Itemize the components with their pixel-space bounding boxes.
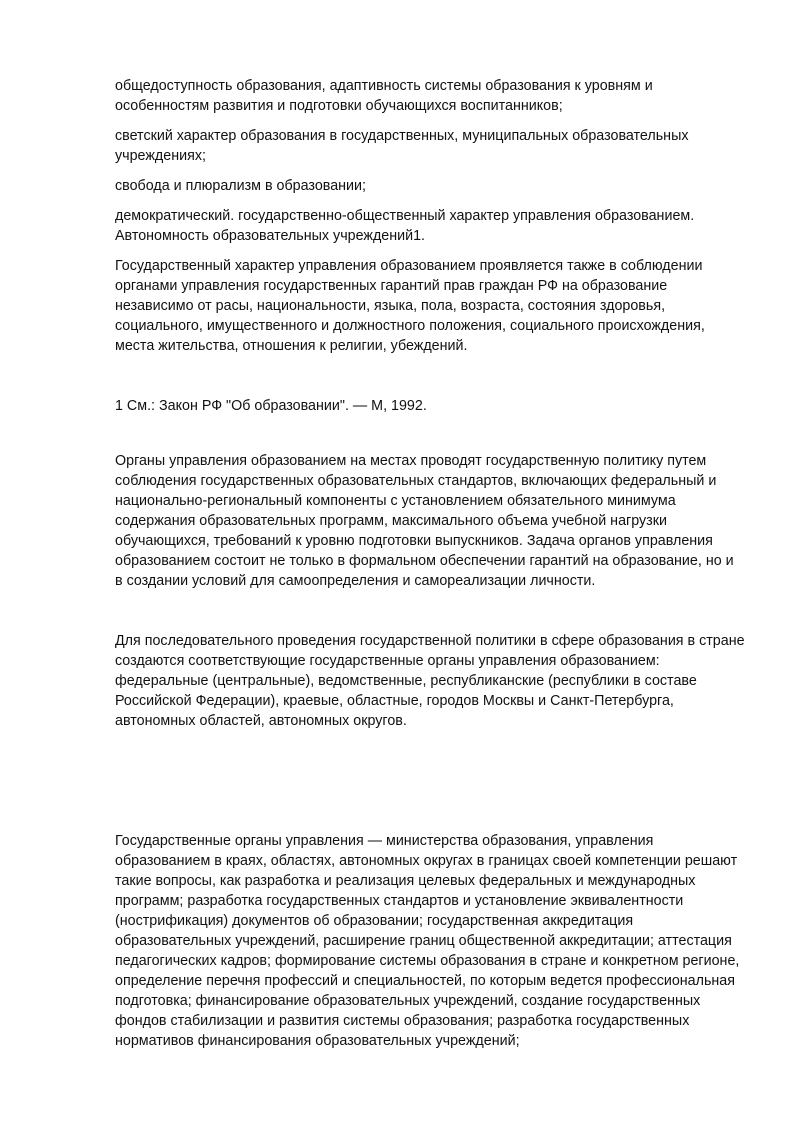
paragraph-local-authorities: Органы управления образованием на местах проводят государственную политику путем соблюдения государственных образовательных стандартов, включающих федеральный и национально-региональный компоненты с установлением обязательного минимума содержания образовательных программ, максимального объема учебной нагрузки обучающихся, требований к уровню подготовки выпускников. Задача органов управления образованием состоит не только в формальном обеспечении гарантий на образование, но и в создании условий для самоопределения и самореализации личности. (115, 453, 734, 589)
footnote: 1 См.: Закон РФ "Об образовании". — М, 1992. (115, 398, 427, 414)
paragraph-freedom-pluralism: свобода и плюрализм в образовании; (115, 178, 366, 194)
paragraph-state-bodies-competence: Государственные органы управления — министерства образования, управления образованием в краях, областях, автономных округах в границах своей компетенции решают такие вопросы, как разработка и реализация целевых федеральных и международных программ; разработка государственных стандартов и установление эквивалентности (нострификация) документов об образовании; государственная аккредитация образовательных учреждений, расширение границ общественной аккредитации; аттестация педагогических кадров; формирование системы образования в стране и конкретном регионе, определение перечня профессий и специальностей, по которым ведется профессиональная подготовка; финансирование образовательных учреждений, создание государственных фондов стабилизации и развития системы образования; разработка государственных нормативов финансирования образовательных учреждений; (115, 833, 740, 1049)
paragraph-state-guarantees: Государственный характер управления образованием проявляется также в соблюдении органами управления государственных гарантий прав граждан РФ на образование независимо от расы, национальности, языка, пола, возраста, состояния здоровья, социального, имущественного и должностного положения, социального происхождения, места жительства, отношения к религии, убеждений. (115, 258, 705, 354)
paragraph-democratic-management: демократический. государственно-общественный характер управления образованием. Автономность образовательных учреждений1. (115, 208, 695, 244)
paragraph-state-bodies-structure: Для последовательного проведения государственной политики в сфере образования в стране создаются соответствующие государственные органы управления образованием: федеральные (центральные), ведомственные, республиканские (республики в составе Российской Федерации), краевые, областные, городов Москвы и Санкт-Петербурга, автономных областей, автономных округов. (115, 633, 745, 729)
paragraph-secular-character: светский характер образования в государственных, муниципальных образовательных учреждениях; (115, 128, 689, 164)
paragraph-accessibility: общедоступность образования, адаптивность системы образования к уровням и особенностям развития и подготовки обучающихся воспитанников; (115, 78, 653, 114)
